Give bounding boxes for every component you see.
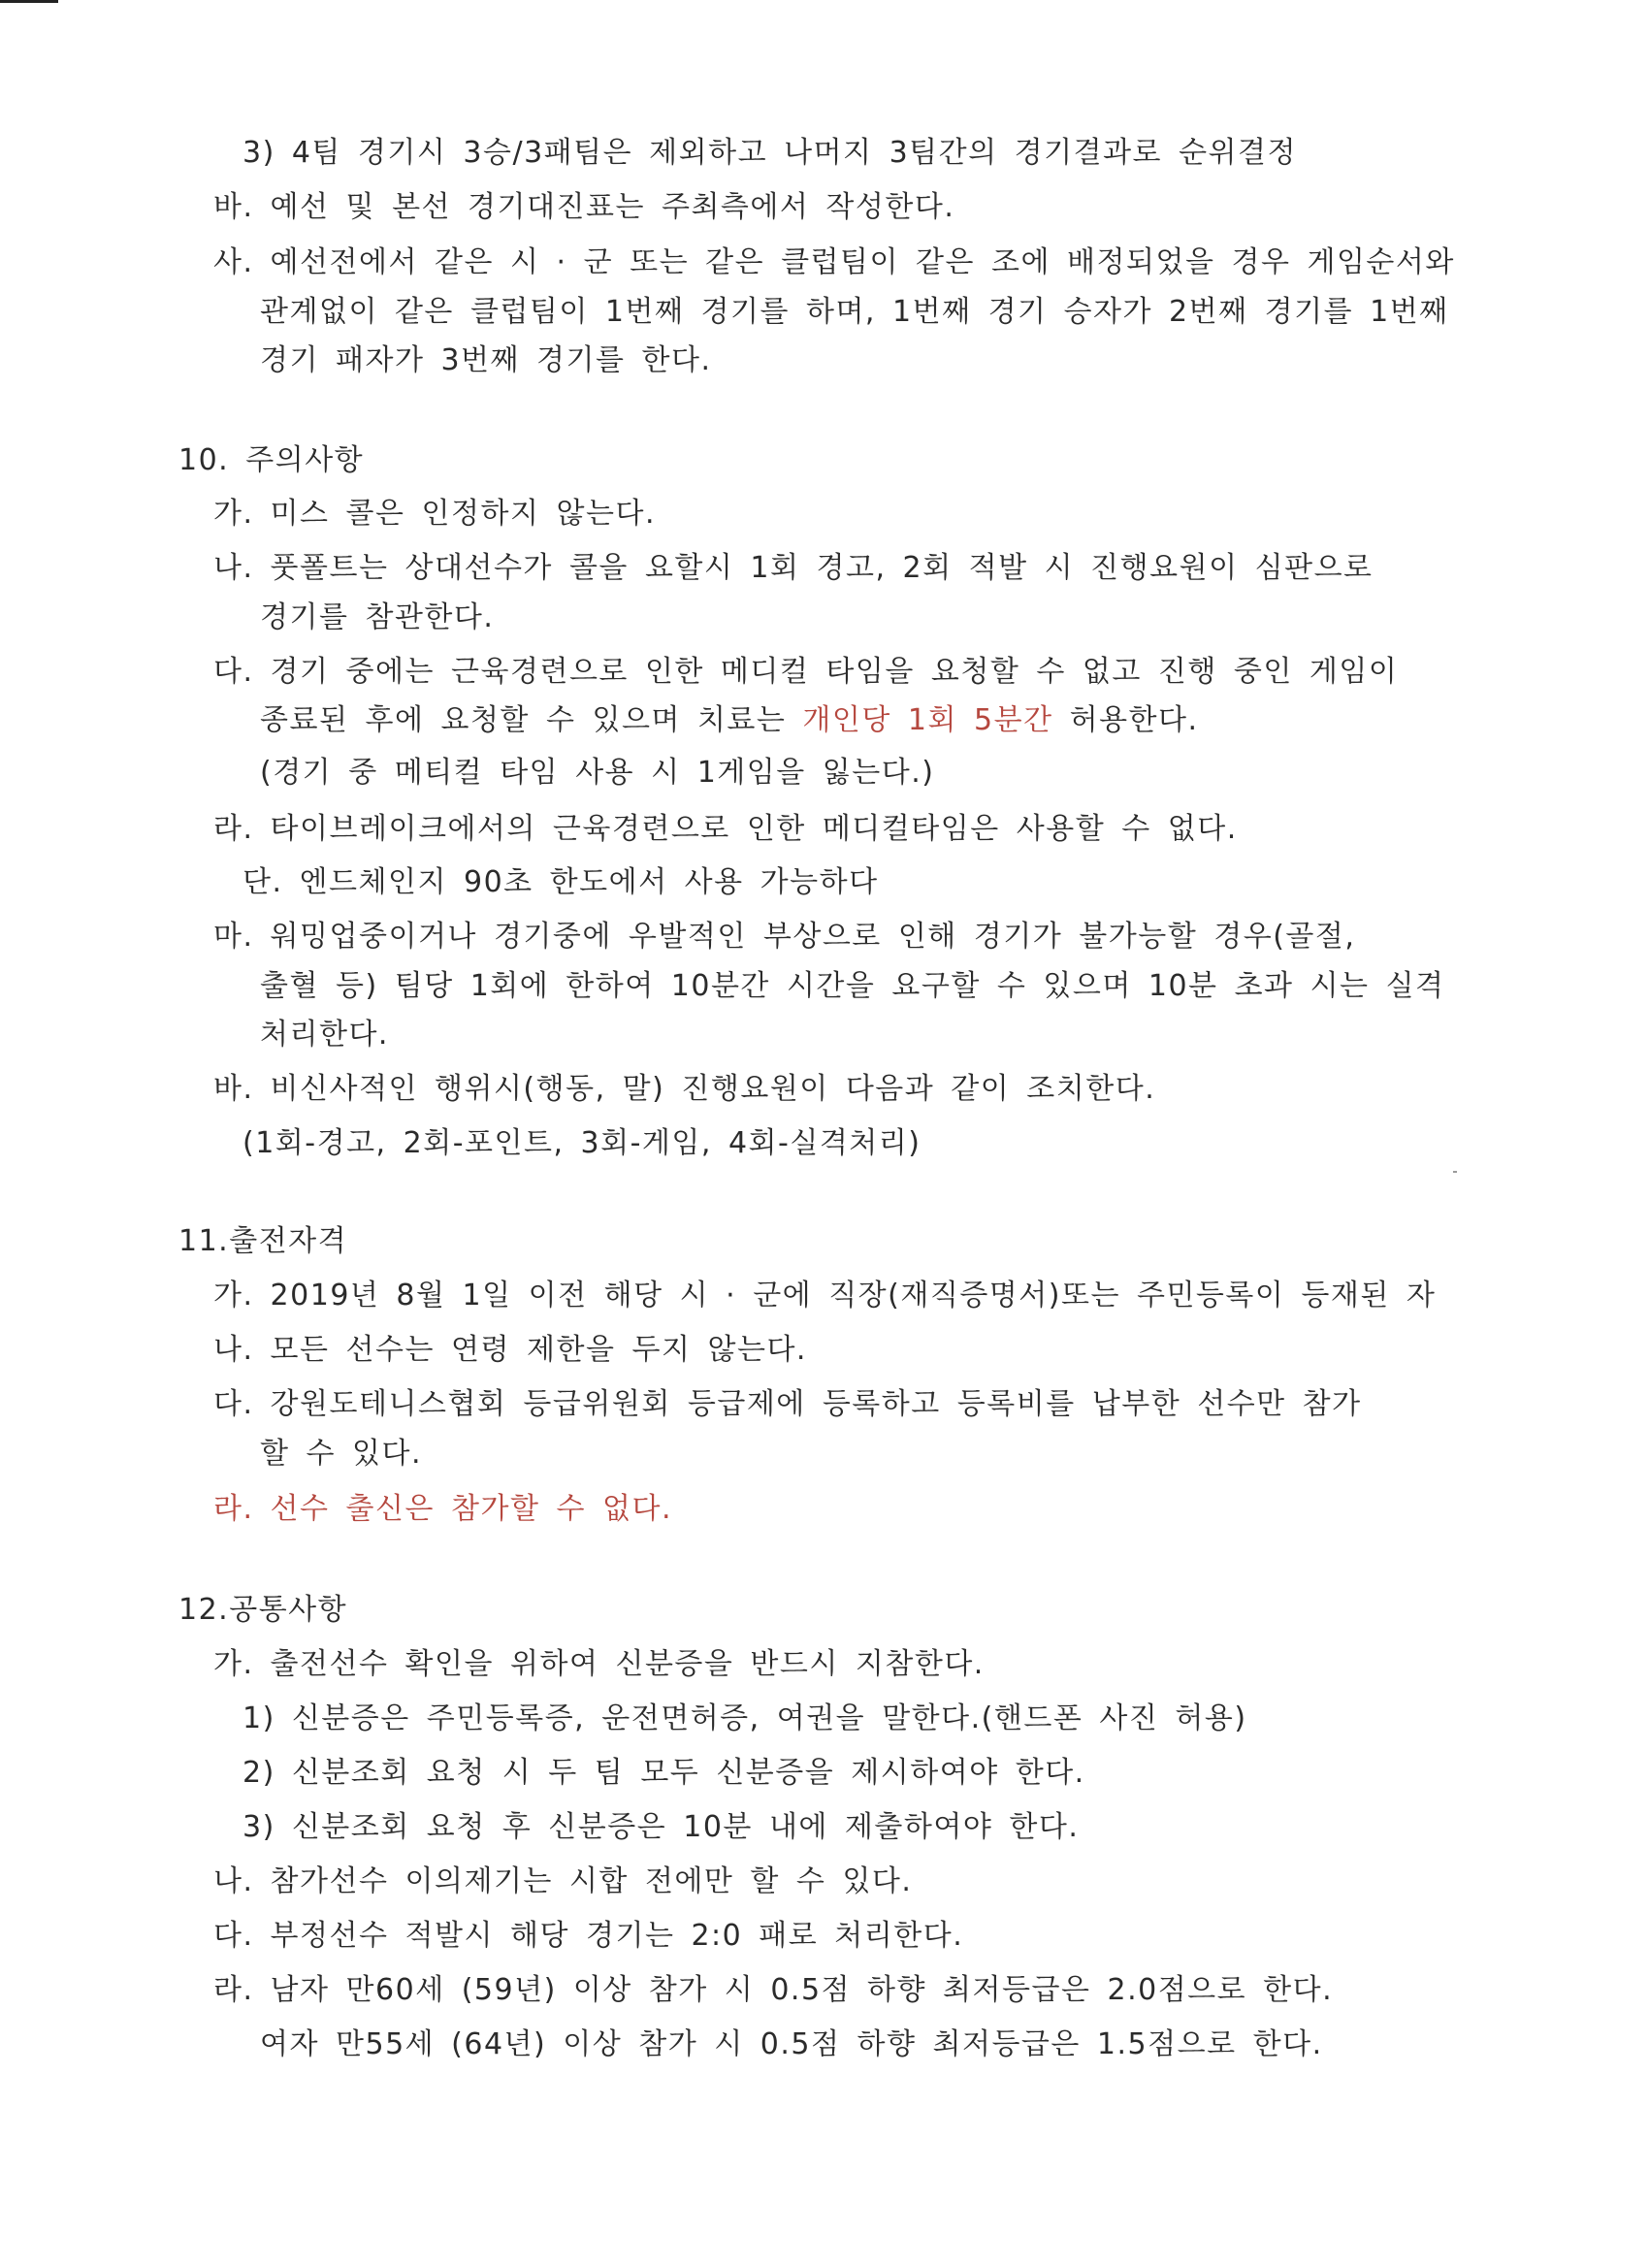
rule-line: (1회-경고, 2회-포인트, 3회-게임, 4회-실격처리) (242, 1126, 922, 1160)
rule-line: 할 수 있다. (260, 1437, 423, 1471)
highlighted-rule-line: 라. 선수 출신은 참가할 수 없다. (213, 1492, 673, 1526)
section-heading: 11.출전자격 (178, 1224, 348, 1258)
rule-line: 경기 패자가 3번째 경기를 한다. (260, 343, 712, 377)
rule-line: 나. 참가선수 이의제기는 시합 전에만 할 수 있다. (213, 1864, 913, 1898)
rule-line: (경기 중 메티컬 타임 사용 시 1게임을 잃는다.) (260, 756, 935, 790)
rule-line: 다. 부정선수 적발시 해당 경기는 2:0 패로 처리한다. (213, 1919, 964, 1953)
rule-line: 바. 비신사적인 행위시(행동, 말) 진행요원이 다음과 같이 조치한다. (213, 1072, 1156, 1106)
rule-line: 출혈 등) 팀당 1회에 한하여 10분간 시간을 요구할 수 있으며 10분 초과 시는 실격 (260, 969, 1445, 1003)
rule-line: 나. 모든 선수는 연령 제한을 두지 않는다. (213, 1333, 807, 1367)
rule-line: 경기를 참관한다. (260, 600, 495, 634)
highlighted-text: 개인당 1회 5분간 (802, 703, 1053, 737)
rule-line: 2) 신분조회 요청 시 두 팀 모두 신분증을 제시하여야 한다. (242, 1756, 1085, 1790)
rule-line: 처리한다. (260, 1018, 389, 1052)
rule-line: 다. 강원도테니스협회 등급위원회 등급제에 등록하고 등록비를 납부한 선수만 참가 (213, 1387, 1362, 1421)
rule-line: 관계없이 같은 클럽팀이 1번째 경기를 하며, 1번째 경기 승자가 2번째 경기를 1번째 (260, 295, 1449, 329)
rule-line: 가. 2019년 8월 1일 이전 해당 시 · 군에 직장(재직증명서)또는 주민등록이 등재된 자 (213, 1279, 1437, 1312)
rule-line: 라. 타이브레이크에서의 근육경련으로 인한 메디컬타임은 사용할 수 없다. (213, 812, 1238, 846)
rule-line: 1) 신분증은 주민등록증, 운전면허증, 여권을 말한다.(핸드폰 사진 허용) (242, 1701, 1247, 1735)
rule-text: 허용한다. (1052, 703, 1199, 737)
rule-line: 마. 워밍업중이거나 경기중에 우발적인 부상으로 인해 경기가 불가능할 경우(골절, (213, 920, 1356, 954)
rule-line: 단. 엔드체인지 90초 한도에서 사용 가능하다 (242, 865, 879, 899)
rule-line: 3) 신분조회 요청 후 신분증은 10분 내에 제출하여야 한다. (242, 1810, 1080, 1844)
rule-line (260, 701, 1199, 740)
rule-line: 나. 풋폴트는 상대선수가 콜을 요할시 1회 경고, 2회 적발 시 진행요원이 심판으로 (213, 551, 1374, 585)
rule-line: 다. 경기 중에는 근육경련으로 인한 메디컬 타임을 요청할 수 없고 진행 중인 게임이 (213, 655, 1399, 689)
rule-line: 사. 예선전에서 같은 시 · 군 또는 같은 클럽팀이 같은 조에 배정되었을 경우 게임순서와 (213, 245, 1455, 279)
rule-line: 가. 출전선수 확인을 위하여 신분증을 반드시 지참한다. (213, 1647, 985, 1681)
rule-line: 바. 예선 및 본선 경기대진표는 주최측에서 작성한다. (213, 190, 955, 224)
rule-text: 종료된 후에 요청할 수 있으며 치료는 (260, 703, 803, 737)
rule-line: 3) 4팀 경기시 3승/3패팀은 제외하고 나머지 3팀간의 경기결과로 순위결정 (242, 136, 1297, 170)
rule-line: 가. 미스 콜은 인정하지 않는다. (213, 497, 656, 531)
rule-line: 라. 남자 만60세 (59년) 이상 참가 시 0.5점 하향 최저등급은 2.0점으로 한다. (213, 1973, 1334, 2007)
rule-line: 여자 만55세 (64년) 이상 참가 시 0.5점 하향 최저등급은 1.5점으로 한다. (260, 2027, 1323, 2061)
section-heading: 12.공통사항 (178, 1593, 348, 1627)
section-heading: 10. 주의사항 (178, 443, 365, 477)
